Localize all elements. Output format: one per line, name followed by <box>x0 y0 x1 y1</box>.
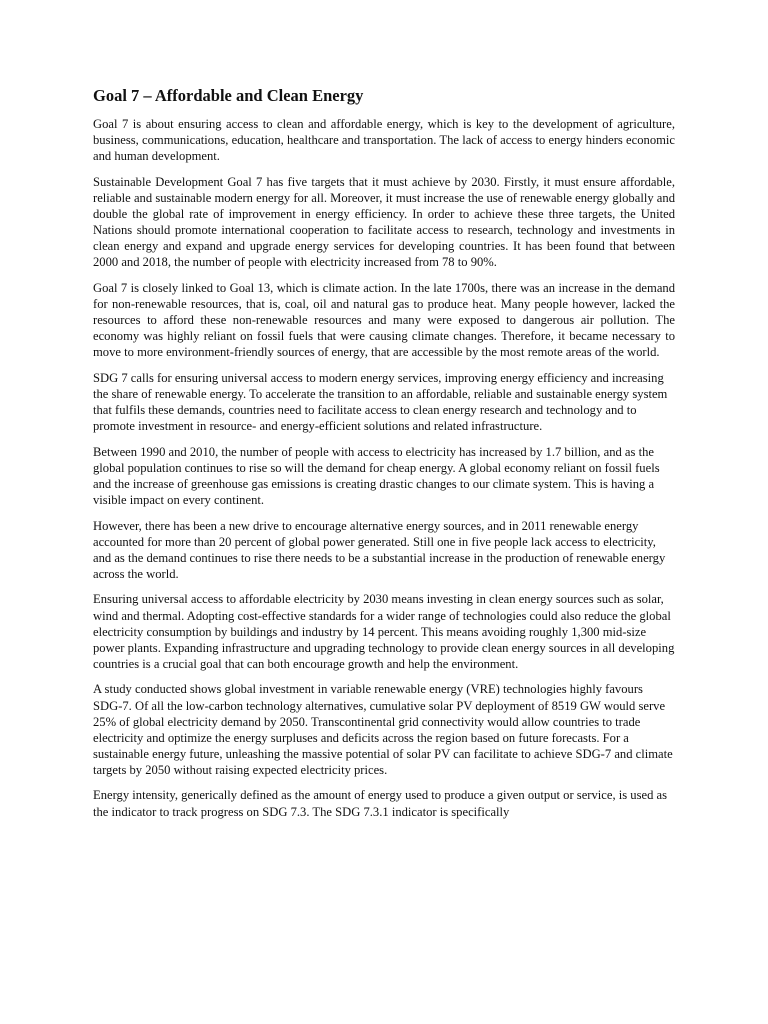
paragraph-targets: Sustainable Development Goal 7 has five targets that it must achieve by 2030. Firstly, it must ensure affordable, reliable and sustainable modern energy for all. Moreover, it must increase the use of renewable energy globally and double the global rate of improvement in energy efficiency. In order to achieve these three targets, the United Nations should promote international cooperation to facilitate access to research, technology and investments in clean energy and expand and upgrade energy services for developing countries. It has been found that between 2000 and 2018, the number of people with electricity increased from 78 to 90%. <box>93 174 675 270</box>
paragraph-sdg7-calls: SDG 7 calls for ensuring universal access to modern energy services, improving energy efficiency and increasing the share of renewable energy. To accelerate the transition to an affordable, reliable and sustainable energy system that fulfils these demands, countries need to facilitate access to clean energy research and technology and to promote investment in resource- and energy-efficient solutions and related infrastructure. <box>93 370 668 434</box>
paragraph-electricity-access: Between 1990 and 2010, the number of people with access to electricity has increased by 1.7 billion, and as the global population continues to rise so will the demand for cheap energy. A global economy reliant on fossil fuels and the increase of greenhouse gas emissions is creating drastic changes to our climate system. This is having a visible impact on every continent. <box>93 444 660 507</box>
document-page <box>93 86 675 829</box>
paragraph-energy-intensity: Energy intensity, generically defined as the amount of energy used to produce a given output or service, is used as the indicator to track progress on SDG 7.3. The SDG 7.3.1 indicator is specifically <box>93 788 668 819</box>
paragraph-intro: Goal 7 is about ensuring access to clean and affordable energy, which is key to the development of agriculture, business, communications, education, healthcare and transportation. The lack of access to energy hinders economic and human development. <box>93 117 675 164</box>
paragraph-climate-link: Goal 7 is closely linked to Goal 13, which is climate action. In the late 1700s, there was an increase in the demand for non-renewable resources, that is, coal, oil and natural gas to produce heat. Many people however, lacked the resources to afford these non-renewable resources and many were exposed to dangerous air pollution. The economy was highly reliant on fossil fuels that were causing climate changes. Therefore, it became necessary to move to more environment-friendly sources of energy, that are accessible by the most remote areas of the world. <box>93 280 675 360</box>
paragraph-universal-access: Ensuring universal access to affordable electricity by 2030 means investing in clean energy sources such as solar, wind and thermal. Adopting cost-effective standards for a wider range of technologies could also reduce the global electricity consumption by buildings and industry by 14 percent. This means avoiding roughly 1,300 mid-size power plants. Expanding infrastructure and upgrading technology to provide clean energy sources in all developing countries is a crucial goal that can both encourage growth and help the environment. <box>93 592 675 671</box>
document-title: Goal 7 – Affordable and Clean Energy <box>93 86 364 105</box>
paragraph-vre-study: A study conducted shows global investment in variable renewable energy (VRE) technologies highly favours SDG-7. Of all the low-carbon technology alternatives, cumulative solar PV deployment of 8519 GW would serve 25% of global electricity demand by 2050. Transcontinental grid connectivity would allow countries to trade electricity and optimize the energy surpluses and deficits across the region based on future forecasts. For a sustainable energy future, unleashing the massive potential of solar PV can facilitate to achieve SDG-7 and climate targets by 2050 without raising expected electricity prices. <box>93 682 673 777</box>
paragraph-alternative-energy: However, there has been a new drive to encourage alternative energy sources, and in 2011 renewable energy accounted for more than 20 percent of global power generated. Still one in five people lack access to electricity, and as the demand continues to rise there needs to be a substantial increase in the production of renewable energy across the world. <box>93 518 666 581</box>
